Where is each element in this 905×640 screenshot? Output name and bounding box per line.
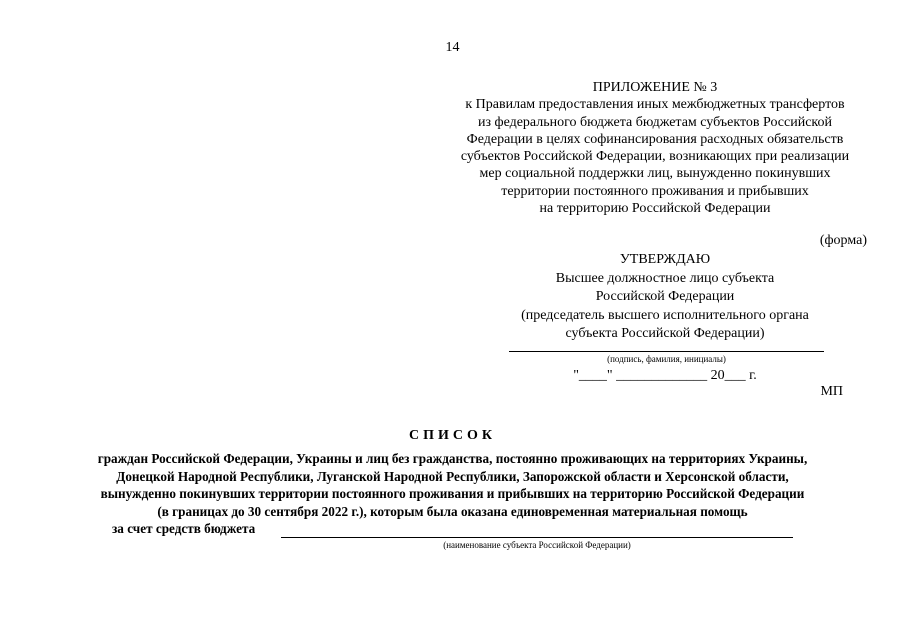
appendix-line: на территорию Российской Федерации [539, 201, 771, 217]
approve-heading: УТВЕРЖДАЮ [619, 252, 711, 267]
list-description [0, 450, 905, 520]
appendix-line: к Правилам предоставления иных межбюджетных трансфертов [465, 97, 845, 113]
appendix-line: субъектов Российской Федерации, возникающих при реализации [460, 149, 850, 165]
approve-line: Российской Федерации [595, 289, 735, 304]
signature-line [509, 351, 824, 352]
list-line: вынужденно покинувших территории постоянного проживания и прибывших на территорию Российской Федерации [100, 486, 805, 502]
signature-caption: (подпись, фамилия, инициалы) [607, 354, 726, 364]
budget-label: за счет средств бюджета [112, 521, 256, 536]
date-line: "____" _____________ 20___ г. [573, 368, 757, 383]
approve-line: Высшее должностное лицо субъекта [555, 270, 775, 286]
appendix-line: Федерации в целях софинансирования расходных обязательств [466, 131, 844, 147]
appendix-title: ПРИЛОЖЕНИЕ № 3 [592, 80, 718, 95]
list-line: Донецкой Народной Республики, Луганской Народной Республики, Запорожской области и Херсонской области, [116, 468, 789, 484]
approve-line: субъекта Российской Федерации) [565, 326, 765, 341]
appendix-line: мер социальной поддержки лиц, вынужденно покинувших [479, 166, 831, 182]
list-line: граждан Российской Федерации, Украины и лиц без гражданства, постоянно проживающих на территориях Украины, [97, 451, 808, 466]
appendix-line: территории постоянного проживания и прибывших [501, 183, 809, 199]
approval-block [480, 251, 850, 344]
budget-line [281, 537, 793, 538]
list-title: СПИСОК [408, 428, 497, 443]
list-line: (в границах до 30 сентября 2022 г.), которым была оказана единовременная материальная помощь [157, 503, 748, 519]
budget-caption: (наименование субъекта Российской Федерации) [443, 540, 631, 550]
page-number: 14 [445, 40, 460, 55]
stamp-place: МП [820, 384, 843, 399]
approve-line: (председатель высшего исполнительного органа [521, 307, 809, 323]
appendix-line: из федерального бюджета бюджетам субъектов Российской [477, 114, 833, 130]
form-label: (форма) [819, 233, 867, 248]
appendix-header [420, 79, 890, 217]
